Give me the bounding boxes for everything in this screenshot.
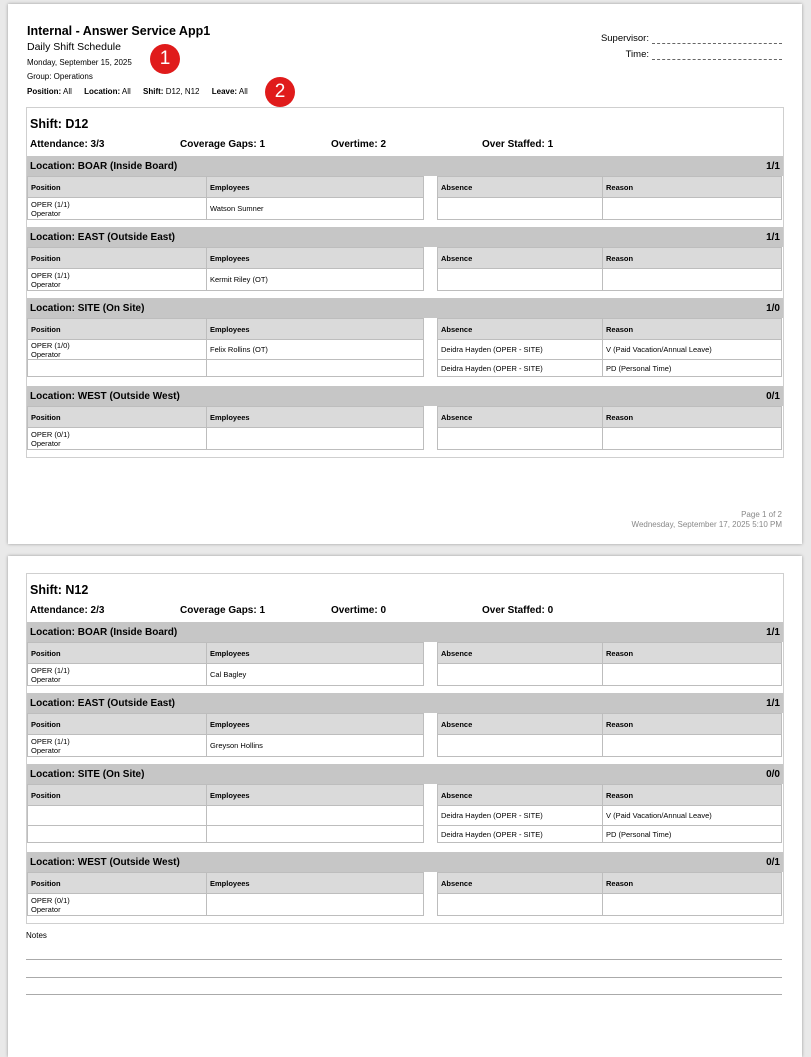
col-absence: Absence [438,714,603,735]
location-name: Location: WEST (Outside West) [30,390,180,402]
location-header [27,156,783,176]
col-position: Position [28,714,207,735]
location-header [27,852,783,872]
filter-position: Position: All [27,87,72,96]
location-name: Location: WEST (Outside West) [30,856,180,868]
col-reason: Reason [603,643,782,664]
absence-cell [438,735,603,757]
table-row [438,340,782,360]
page-number: Page 1 of 2 [741,510,782,519]
location-header [27,298,783,318]
notes-line [26,994,782,995]
location-header [27,622,783,642]
reason-cell [603,894,782,916]
employee-cell: Cal Bagley [207,664,424,686]
employee-cell: Kermit Riley (OT) [207,269,424,291]
col-position: Position [28,319,207,340]
employee-cell [207,894,424,916]
position-table [27,247,424,291]
location-count: 1/0 [766,302,780,314]
absence-table [437,642,782,686]
absence-cell: Deidra Hayden (OPER - SITE) [438,340,603,360]
location-header [27,227,783,247]
position-cell [28,826,207,843]
location-count: 0/1 [766,390,780,402]
table-row [438,428,782,450]
position-table [27,176,424,220]
app-title: Internal - Answer Service App1 [27,24,211,38]
reason-cell: PD (Personal Time) [603,360,782,377]
position-cell: OPER (1/0) Operator [28,340,207,360]
time-label: Time: [625,49,649,60]
location-count: 1/1 [766,160,780,172]
position-table [27,406,424,450]
reason-cell [603,198,782,220]
absence-cell [438,428,603,450]
reason-cell: V (Paid Vacation/Annual Leave) [603,340,782,360]
col-absence: Absence [438,407,603,428]
position-table [27,642,424,686]
stat-attendance: Attendance: 3/3 [30,139,105,150]
location-section [27,764,783,852]
col-employees: Employees [207,714,424,735]
table-row [438,826,782,843]
location-section [27,693,783,764]
absence-table [437,872,782,916]
reason-cell: PD (Personal Time) [603,826,782,843]
absence-table [437,176,782,220]
shift-title: Shift: D12 [30,117,89,131]
location-count: 0/0 [766,768,780,780]
col-employees: Employees [207,177,424,198]
supervisor-label: Supervisor: [600,33,649,44]
table-row [28,806,424,826]
stat-overtime: Overtime: 2 [331,139,387,150]
col-reason: Reason [603,319,782,340]
position-cell: OPER (0/1) Operator [28,428,207,450]
col-position: Position [28,177,207,198]
absence-table [437,406,782,450]
stat-coverage-gaps: Coverage Gaps: 1 [180,139,266,150]
schedule-date: Monday, September 15, 2025 [27,58,132,67]
table-row [438,735,782,757]
employee-cell [207,428,424,450]
col-absence: Absence [438,177,603,198]
location-section [27,298,783,386]
reason-cell [603,664,782,686]
filter-location: Location: All [84,87,131,96]
col-position: Position [28,643,207,664]
col-reason: Reason [603,785,782,806]
col-absence: Absence [438,785,603,806]
shift-header [27,108,783,156]
report-page-2 [8,556,802,1057]
absence-table [437,713,782,757]
location-count: 1/1 [766,626,780,638]
report-page-1 [8,4,802,544]
table-row [28,894,424,916]
supervisor-line [652,34,782,44]
col-absence: Absence [438,873,603,894]
location-name: Location: EAST (Outside East) [30,697,176,709]
signature-block [601,28,782,60]
col-absence: Absence [438,643,603,664]
location-name: Location: SITE (On Site) [30,302,145,314]
employee-cell: Watson Sumner [207,198,424,220]
notes-line [26,977,782,978]
col-position: Position [28,873,207,894]
col-employees: Employees [207,407,424,428]
location-count: 1/1 [766,697,780,709]
location-count: 0/1 [766,856,780,868]
location-section [27,386,783,457]
absence-cell: Deidra Hayden (OPER - SITE) [438,826,603,843]
col-position: Position [28,407,207,428]
reason-cell [603,735,782,757]
reason-cell [603,428,782,450]
location-name: Location: BOAR (Inside Board) [30,160,178,172]
location-header [27,693,783,713]
shift-section-n12 [26,573,784,924]
shift-header [27,574,783,622]
group-label: Group: Operations [27,72,93,81]
print-timestamp: Wednesday, September 17, 2025 5:10 PM [631,520,782,529]
absence-cell [438,664,603,686]
stat-overtime: Overtime: 0 [331,605,387,616]
col-employees: Employees [207,873,424,894]
time-line [652,50,782,60]
position-cell [28,806,207,826]
location-header [27,764,783,784]
position-table [27,784,424,843]
reason-cell [603,269,782,291]
stat-attendance: Attendance: 2/3 [30,605,105,616]
absence-cell [438,894,603,916]
col-absence: Absence [438,319,603,340]
col-absence: Absence [438,248,603,269]
shift-title: Shift: N12 [30,583,89,597]
table-row [28,826,424,843]
position-cell: OPER (1/1) Operator [28,198,207,220]
location-name: Location: SITE (On Site) [30,768,145,780]
shift-section-d12 [26,107,784,458]
position-table [27,872,424,916]
absence-table [437,784,782,843]
absence-cell [438,269,603,291]
col-position: Position [28,785,207,806]
position-table [27,318,424,377]
reason-cell: V (Paid Vacation/Annual Leave) [603,806,782,826]
col-employees: Employees [207,248,424,269]
location-header [27,386,783,406]
table-row [28,198,424,220]
table-row [28,340,424,360]
table-row [438,894,782,916]
position-cell [28,360,207,377]
table-row [438,664,782,686]
col-reason: Reason [603,873,782,894]
location-section [27,227,783,298]
employee-cell: Felix Rollins (OT) [207,340,424,360]
col-reason: Reason [603,177,782,198]
absence-cell: Deidra Hayden (OPER - SITE) [438,360,603,377]
col-reason: Reason [603,714,782,735]
filter-leave: Leave: All [211,87,248,96]
col-position: Position [28,248,207,269]
position-cell: OPER (0/1) Operator [28,894,207,916]
table-row [28,735,424,757]
filter-shift: Shift: D12, N12 [143,87,200,96]
stat-over-staffed: Over Staffed: 0 [482,605,554,616]
absence-table [437,247,782,291]
position-cell: OPER (1/1) Operator [28,735,207,757]
filter-summary [27,87,258,96]
col-reason: Reason [603,407,782,428]
position-cell: OPER (1/1) Operator [28,664,207,686]
employee-cell [207,806,424,826]
table-row [28,360,424,377]
location-section [27,622,783,693]
absence-cell: Deidra Hayden (OPER - SITE) [438,806,603,826]
report-subtitle: Daily Shift Schedule [27,41,121,53]
table-row [438,198,782,220]
notes-label: Notes [26,931,47,940]
position-table [27,713,424,757]
table-row [28,428,424,450]
annotation-badge-2: 2 [265,77,295,107]
location-section [27,156,783,227]
col-reason: Reason [603,248,782,269]
col-employees: Employees [207,643,424,664]
employee-cell: Greyson Hollins [207,735,424,757]
absence-table [437,318,782,377]
location-name: Location: EAST (Outside East) [30,231,176,243]
stat-over-staffed: Over Staffed: 1 [482,139,554,150]
table-row [28,664,424,686]
annotation-badge-1: 1 [150,44,180,74]
notes-line [26,959,782,960]
col-employees: Employees [207,785,424,806]
employee-cell [207,826,424,843]
location-name: Location: BOAR (Inside Board) [30,626,178,638]
col-employees: Employees [207,319,424,340]
location-count: 1/1 [766,231,780,243]
stat-coverage-gaps: Coverage Gaps: 1 [180,605,266,616]
absence-cell [438,198,603,220]
location-section [27,852,783,923]
table-row [438,360,782,377]
page-footer [632,510,782,530]
table-row [438,806,782,826]
table-row [438,269,782,291]
employee-cell [207,360,424,377]
position-cell: OPER (1/1) Operator [28,269,207,291]
table-row [28,269,424,291]
